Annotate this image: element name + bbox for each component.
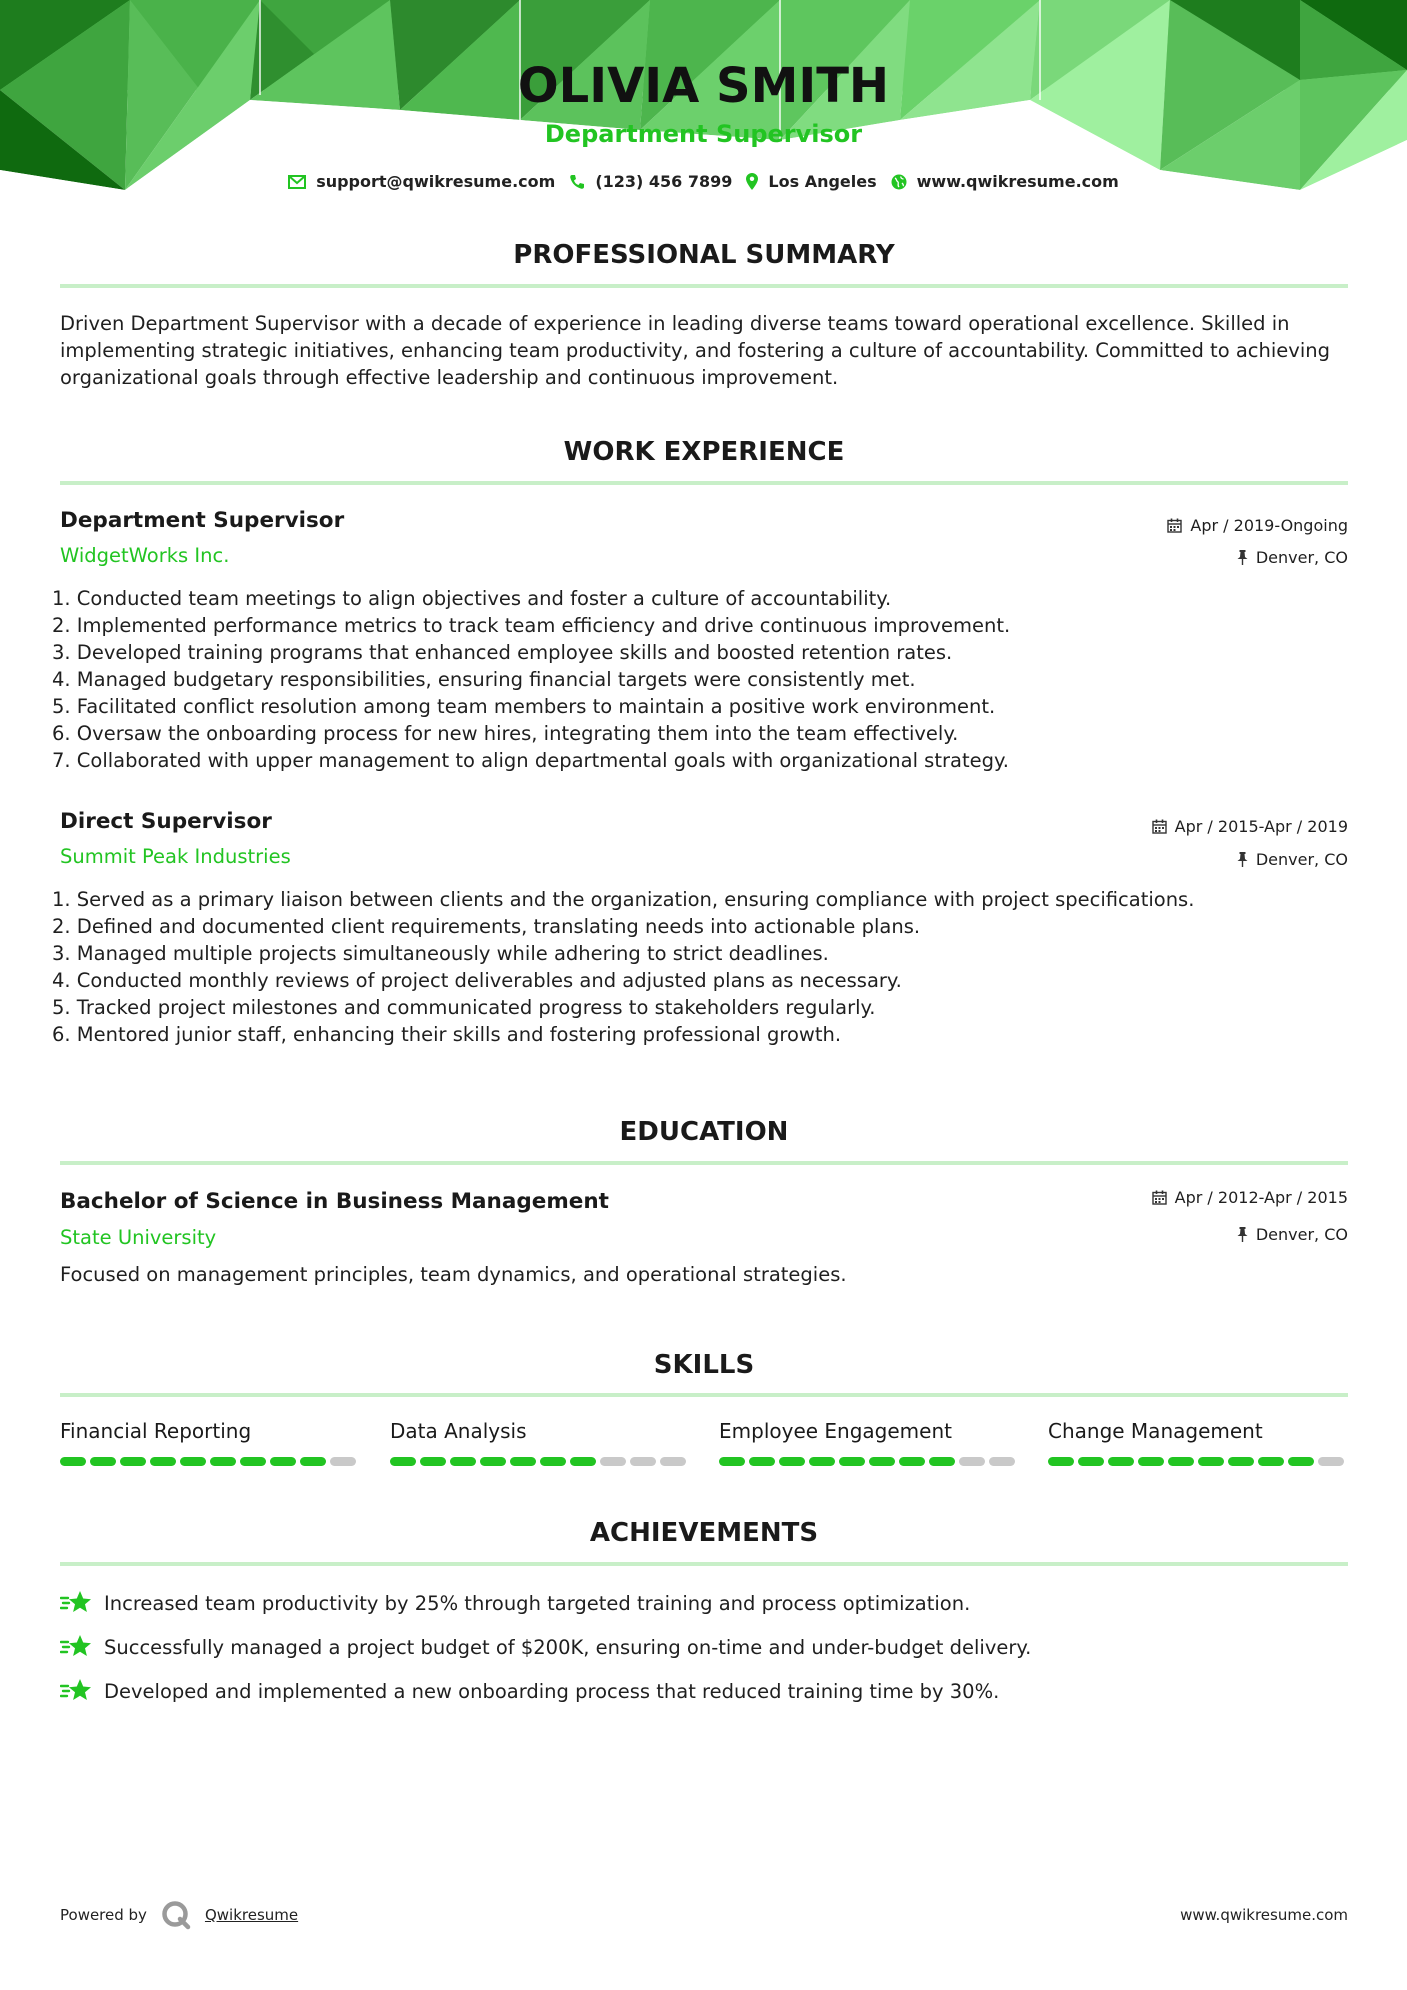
skill-segment-filled [1078, 1457, 1104, 1466]
skill-segment-empty [600, 1457, 626, 1466]
calendar-icon [1152, 819, 1167, 834]
skills-divider [60, 1393, 1348, 1397]
skill-segment-filled [1228, 1457, 1254, 1466]
job-company: WidgetWorks Inc. [60, 544, 230, 567]
skill-segment-filled [120, 1457, 146, 1466]
skill-segment-filled [540, 1457, 566, 1466]
education-degree: Bachelor of Science in Business Management [60, 1189, 609, 1214]
skill-label: Financial Reporting [60, 1419, 252, 1443]
achievement-item [60, 1678, 999, 1704]
skill-segment-filled [240, 1457, 266, 1466]
achievement-text: Increased team productivity by 25% through targeted training and process optimization. [104, 1591, 971, 1615]
contact-email-text: support@qwikresume.com [316, 172, 556, 191]
education-dates-text: Apr / 2012-Apr / 2015 [1174, 1188, 1348, 1207]
list-item: 6. Oversaw the onboarding process for new hires, integrating them into the team effectively. [52, 722, 959, 745]
skill-item [1048, 1419, 1348, 1466]
skill-segment-empty [660, 1457, 686, 1466]
contact-website[interactable] [891, 172, 1119, 191]
skill-segment-filled [450, 1457, 476, 1466]
skill-segment-filled [150, 1457, 176, 1466]
pushpin-icon [1237, 550, 1248, 565]
achievement-item [60, 1590, 970, 1616]
skill-segment-filled [90, 1457, 116, 1466]
list-item: 4. Managed budgetary responsibilities, ensuring financial targets were consistently met. [52, 668, 916, 691]
skills-heading: SKILLS [653, 1350, 755, 1380]
skill-segment-filled [749, 1457, 775, 1466]
experience-heading: WORK EXPERIENCE [563, 437, 845, 467]
skill-segment-filled [390, 1457, 416, 1466]
phone-icon [569, 174, 585, 190]
job-dates-text: Apr / 2015-Apr / 2019 [1174, 817, 1348, 836]
education-location-text: Denver, CO [1255, 1225, 1348, 1244]
skill-item [390, 1419, 690, 1466]
list-item: 2. Defined and documented client requirements, translating needs into actionable plans. [52, 915, 921, 938]
footer-website[interactable]: www.qwikresume.com [1180, 1906, 1348, 1924]
list-item: 5. Tracked project milestones and communicated progress to stakeholders regularly. [52, 996, 876, 1019]
skill-label: Employee Engagement [719, 1419, 952, 1443]
skill-segment-filled [210, 1457, 236, 1466]
list-item: 4. Conducted monthly reviews of project deliverables and adjusted plans as necessary. [52, 969, 902, 992]
pushpin-icon [1237, 1227, 1248, 1242]
skill-segment-filled [270, 1457, 296, 1466]
achievement-item [60, 1634, 1031, 1660]
experience-divider [60, 481, 1348, 485]
skill-segment-empty [989, 1457, 1015, 1466]
summary-heading: PROFESSIONAL SUMMARY [513, 240, 895, 270]
skill-segment-filled [1168, 1457, 1194, 1466]
contact-email[interactable] [288, 172, 555, 191]
calendar-icon [1152, 1190, 1167, 1205]
list-item: 1. Conducted team meetings to align objectives and foster a culture of accountability. [52, 587, 892, 610]
skill-segment-filled [1048, 1457, 1074, 1466]
star-icon [60, 1634, 92, 1660]
skill-segment-filled [420, 1457, 446, 1466]
list-item: 5. Facilitated conflict resolution among team members to maintain a positive work environment. [52, 695, 996, 718]
star-icon [60, 1678, 92, 1704]
skill-segment-filled [60, 1457, 86, 1466]
education-school: State University [60, 1226, 217, 1249]
skill-segment-filled [1198, 1457, 1224, 1466]
candidate-title: Department Supervisor [544, 120, 863, 148]
job-bullets [52, 886, 1342, 1048]
achievements-divider [60, 1562, 1348, 1566]
job-role: Direct Supervisor [60, 809, 272, 834]
education-heading: EDUCATION [619, 1117, 789, 1147]
skill-meter [1048, 1457, 1348, 1466]
contact-phone[interactable] [569, 172, 732, 191]
skill-meter [719, 1457, 1019, 1466]
job-location-text: Denver, CO [1255, 850, 1348, 869]
skill-segment-filled [570, 1457, 596, 1466]
qwikresume-logo-icon [161, 1900, 191, 1930]
achievement-text: Developed and implemented a new onboarding process that reduced training time by 30%. [104, 1679, 1000, 1703]
education-description: Focused on management principles, team dynamics, and operational strategies. [60, 1263, 847, 1286]
footer-powered-by [60, 1900, 298, 1930]
pushpin-icon [1237, 852, 1248, 867]
skill-segment-filled [809, 1457, 835, 1466]
contact-website-text: www.qwikresume.com [916, 172, 1119, 191]
education-divider [60, 1161, 1348, 1165]
skill-segment-filled [929, 1457, 955, 1466]
skill-segment-filled [1108, 1457, 1134, 1466]
skill-segment-empty [959, 1457, 985, 1466]
globe-icon [891, 174, 907, 190]
skill-segment-filled [839, 1457, 865, 1466]
job-dates [1167, 516, 1348, 535]
achievement-text: Successfully managed a project budget of $200K, ensuring on-time and under-budget delivery. [104, 1635, 1032, 1659]
skill-segment-filled [1288, 1457, 1314, 1466]
qwikresume-link[interactable]: Qwikresume [204, 1906, 299, 1924]
skill-meter [60, 1457, 360, 1466]
calendar-icon [1167, 518, 1182, 533]
contact-phone-text: (123) 456 7899 [595, 172, 733, 191]
achievements-heading: ACHIEVEMENTS [589, 1518, 819, 1548]
powered-by-label: Powered by [60, 1906, 147, 1924]
job-location-text: Denver, CO [1255, 548, 1348, 567]
skill-segment-filled [300, 1457, 326, 1466]
list-item: 1. Served as a primary liaison between clients and the organization, ensuring compliance with project specifications. [52, 888, 1195, 911]
list-item: 3. Developed training programs that enhanced employee skills and boosted retention rates. [52, 641, 953, 664]
skill-segment-filled [1258, 1457, 1284, 1466]
skill-segment-filled [719, 1457, 745, 1466]
education-location [1237, 1225, 1348, 1244]
skill-segment-filled [869, 1457, 895, 1466]
star-icon [60, 1590, 92, 1616]
skill-segment-filled [779, 1457, 805, 1466]
skill-segment-empty [630, 1457, 656, 1466]
list-item: 6. Mentored junior staff, enhancing their skills and fostering professional growth. [52, 1023, 842, 1046]
map-pin-icon [746, 173, 758, 190]
job-company: Summit Peak Industries [60, 845, 291, 868]
contact-location-text: Los Angeles [768, 172, 877, 191]
skill-segment-filled [510, 1457, 536, 1466]
skill-segment-empty [1318, 1457, 1344, 1466]
job-location [1237, 548, 1348, 567]
skill-segment-filled [1138, 1457, 1164, 1466]
skill-meter [390, 1457, 690, 1466]
job-role: Department Supervisor [60, 508, 345, 533]
summary-text: Driven Department Supervisor with a decade of experience in leading diverse teams toward operational excellence. Skilled in implementing strategic initiatives, enhancing team productivity, and fostering a culture of accountability. Committed to achieving organizational goals through effective leadership and continuous improvement. [60, 312, 1330, 389]
skill-segment-filled [899, 1457, 925, 1466]
candidate-name: OLIVIA SMITH [517, 58, 890, 114]
job-dates [1152, 817, 1348, 836]
skill-segment-filled [480, 1457, 506, 1466]
skill-segment-filled [180, 1457, 206, 1466]
job-bullets [52, 585, 1342, 774]
skill-item [719, 1419, 1019, 1466]
summary-divider [60, 284, 1348, 288]
skill-label: Data Analysis [390, 1419, 527, 1443]
contact-location [746, 172, 876, 191]
job-location [1237, 850, 1348, 869]
education-dates [1152, 1188, 1348, 1207]
list-item: 2. Implemented performance metrics to track team efficiency and drive continuous improvement. [52, 614, 1011, 637]
list-item: 7. Collaborated with upper management to align departmental goals with organizational strategy. [52, 749, 1009, 772]
skill-label: Change Management [1048, 1419, 1263, 1443]
job-dates-text: Apr / 2019-Ongoing [1190, 516, 1348, 535]
skill-item [60, 1419, 360, 1466]
contact-row [0, 172, 1407, 191]
skill-segment-empty [330, 1457, 356, 1466]
envelope-icon [288, 175, 306, 189]
list-item: 3. Managed multiple projects simultaneously while adhering to strict deadlines. [52, 942, 829, 965]
